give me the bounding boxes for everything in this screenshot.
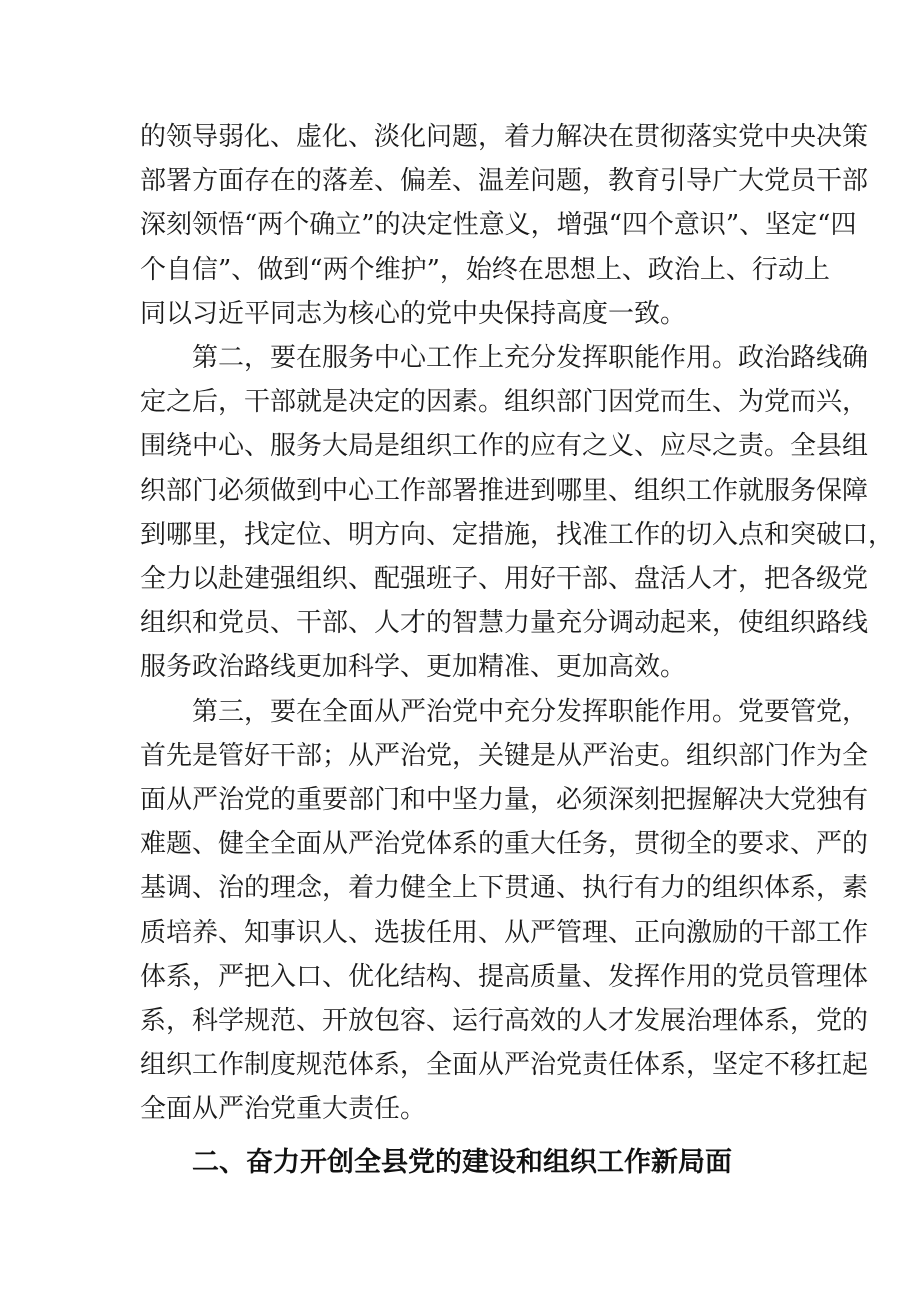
paragraph-1-line-4: 个自信”、做到“两个维护”，始终在思想上、政治上、行动上 [140, 255, 830, 285]
paragraph-3-line-6: 质培养、知事识人、选拔任用、从严管理、正向激励的干部工作 [140, 918, 869, 948]
paragraph-2-line-5: 到哪里，找定位、明方向、定措施，找准工作的切入点和突破口， [140, 520, 895, 550]
paragraph-2-line-3: 围绕中心、服务大局是组织工作的应有之义、应尽之责。全县组 [140, 431, 869, 461]
paragraph-3-line-1: 第三，要在全面从严治党中充分发挥职能作用。党要管党， [192, 697, 869, 727]
paragraph-2-line-4: 织部门必须做到中心工作部署推进到哪里、组织工作就服务保障 [140, 476, 869, 506]
paragraph-2-line-8: 服务政治路线更加科学、更加精准、更加高效。 [140, 652, 687, 682]
paragraph-1-line-5: 同以习近平同志为核心的党中央保持高度一致。 [140, 299, 687, 329]
paragraph-3-line-2: 首先是管好干部；从严治党，关键是从严治吏。组织部门作为全 [140, 741, 869, 771]
paragraph-3-line-5: 基调、治的理念，着力健全上下贯通、执行有力的组织体系，素 [140, 873, 869, 903]
paragraph-3-line-3: 面从严治党的重要部门和中坚力量，必须深刻把握解决大党独有 [140, 785, 869, 815]
paragraph-2-line-1: 第二，要在服务中心工作上充分发挥职能作用。政治路线确 [192, 343, 869, 373]
paragraph-1-line-1: 的领导弱化、虚化、淡化问题，着力解决在贯彻落实党中央决策 [140, 122, 869, 152]
paragraph-2-line-6: 全力以赴建强组织、配强班子、用好干部、盘活人才，把各级党 [140, 564, 869, 594]
paragraph-3-line-4: 难题、健全全面从严治党体系的重大任务，贯彻全的要求、严的 [140, 829, 869, 859]
paragraph-1-line-3: 深刻领悟“两个确立”的决定性意义，增强“四个意识”、坚定“四 [140, 210, 857, 240]
paragraph-3-line-7: 体系，严把入口、优化结构、提高质量、发挥作用的党员管理体 [140, 962, 869, 992]
paragraph-2-line-7: 组织和党员、干部、人才的智慧力量充分调动起来，使组织路线 [140, 608, 869, 638]
section-heading: 二、奋力开创全县党的建设和组织工作新局面 [192, 1147, 732, 1178]
paragraph-2-line-2: 定之后，干部就是决定的因素。组织部门因党而生、为党而兴， [140, 387, 869, 417]
paragraph-3-line-10: 全面从严治党重大责任。 [140, 1094, 427, 1124]
paragraph-3-line-8: 系，科学规范、开放包容、运行高效的人才发展治理体系，党的 [140, 1006, 869, 1036]
paragraph-3-line-9: 组织工作制度规范体系，全面从严治党责任体系，坚定不移扛起 [140, 1050, 869, 1080]
paragraph-1-line-2: 部署方面存在的落差、偏差、温差问题，教育引导广大党员干部 [140, 166, 869, 196]
